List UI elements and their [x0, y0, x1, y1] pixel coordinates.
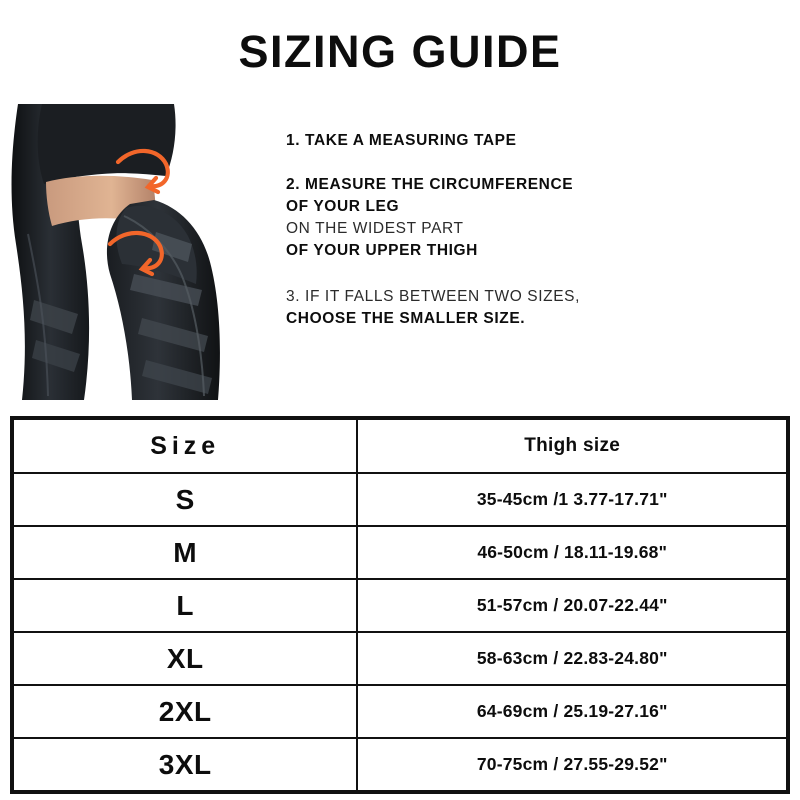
legs-photo-graphic: [6, 104, 264, 400]
column-header-size: Size: [13, 419, 357, 473]
instruction-step-2-line-1: 2. MEASURE THE CIRCUMFERENCE: [286, 176, 574, 193]
cell-size: 3XL: [13, 738, 357, 791]
instruction-step-1: [286, 130, 686, 152]
instruction-step-1-line-1: 1. TAKE A MEASURING TAPE: [286, 132, 517, 149]
instruction-step-2-line-2: OF YOUR LEG: [286, 198, 400, 215]
cell-thigh-size: 46-50cm / 18.11-19.68": [357, 526, 787, 579]
table-row: [13, 738, 787, 791]
table-header-row: [13, 419, 787, 473]
instruction-step-2-line-3: ON THE WIDEST PART: [286, 220, 464, 237]
instruction-step-3: [286, 286, 686, 330]
legs-photo: [6, 104, 264, 400]
instruction-step-2-line-4: OF YOUR UPPER THIGH: [286, 242, 478, 259]
cell-size: XL: [13, 632, 357, 685]
table-row: [13, 632, 787, 685]
cell-size: 2XL: [13, 685, 357, 738]
table-row: [13, 685, 787, 738]
instruction-step-2: [286, 174, 686, 262]
instructions-list: [286, 130, 686, 352]
table-row: [13, 526, 787, 579]
size-chart-table: [10, 416, 790, 794]
table-row: [13, 473, 787, 526]
column-header-thigh-size: Thigh size: [357, 419, 787, 473]
table-row: [13, 579, 787, 632]
page-title: SIZING GUIDE: [238, 26, 562, 77]
instruction-step-3-line-2: CHOOSE THE SMALLER SIZE.: [286, 310, 526, 327]
cell-size: S: [13, 473, 357, 526]
cell-thigh-size: 51-57cm / 20.07-22.44": [357, 579, 787, 632]
instruction-step-3-line-1: 3. IF IT FALLS BETWEEN TWO SIZES,: [286, 288, 580, 305]
cell-thigh-size: 35-45cm /1 3.77-17.71": [357, 473, 787, 526]
cell-size: M: [13, 526, 357, 579]
cell-size: L: [13, 579, 357, 632]
cell-thigh-size: 58-63cm / 22.83-24.80": [357, 632, 787, 685]
cell-thigh-size: 70-75cm / 27.55-29.52": [357, 738, 787, 791]
cell-thigh-size: 64-69cm / 25.19-27.16": [357, 685, 787, 738]
